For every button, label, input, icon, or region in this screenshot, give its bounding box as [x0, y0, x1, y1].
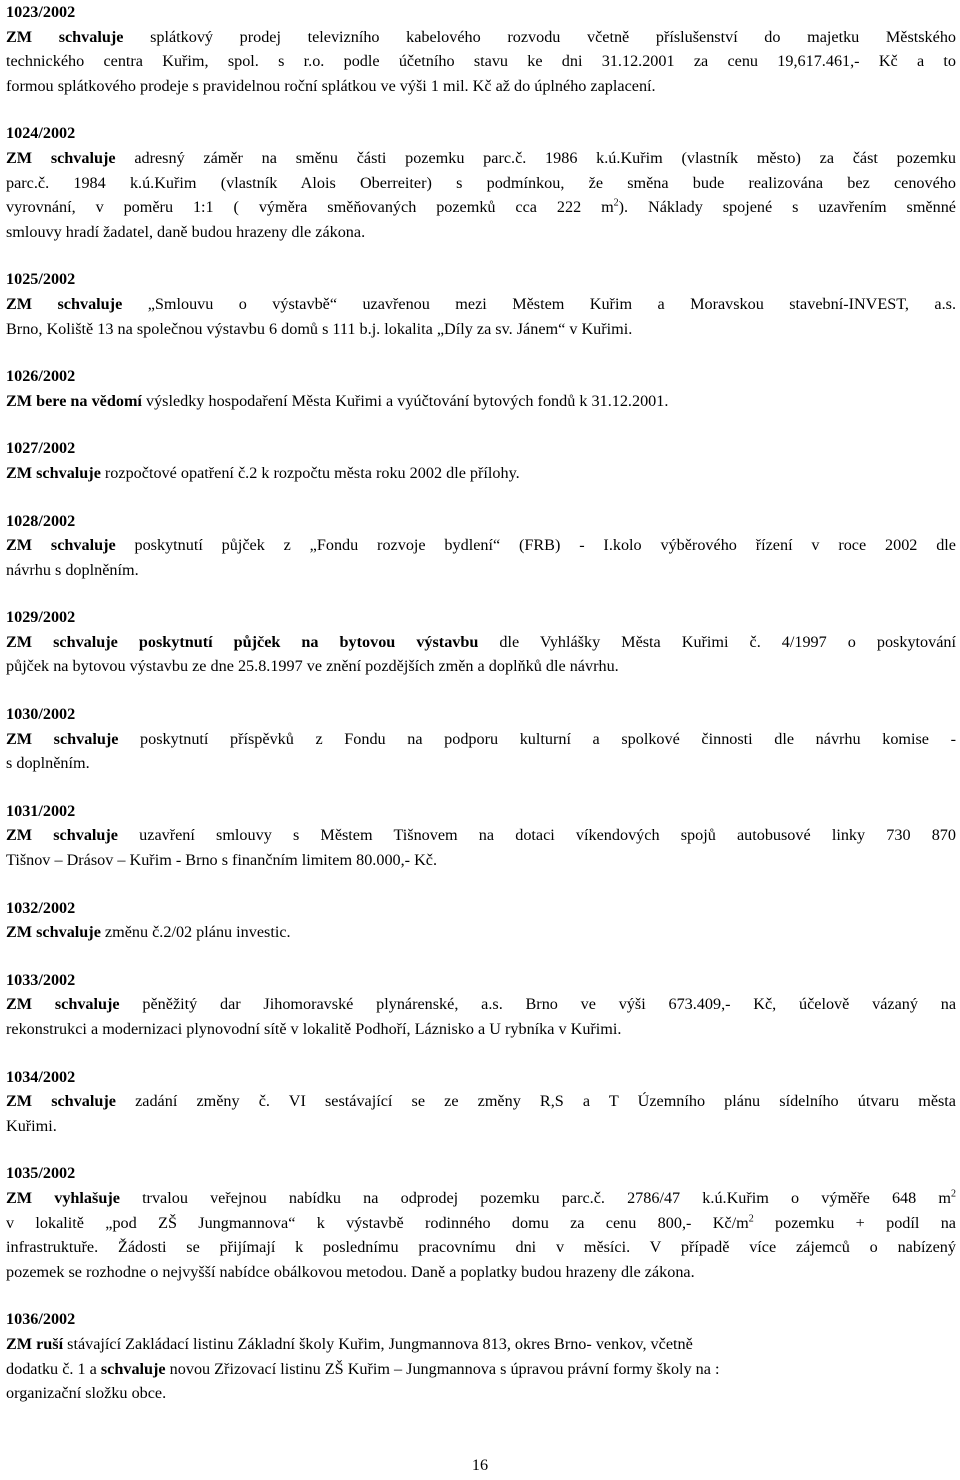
text-segment: v lokalitě „pod ZŠ Jungmannova“ k výstavbě rodinného domu za cenu 800,- Kč/m [6, 1213, 749, 1232]
resolution-1035-2002 [6, 1161, 956, 1284]
resolution-text-line [6, 920, 956, 945]
resolution-text-line [6, 292, 956, 317]
text-segment: smlouvy hradí žadatel, daně budou hrazeny dle zákona. [6, 222, 366, 241]
text-segment: parc.č. 1984 k.ú.Kuřim (vlastník Alois Oberreiter) s podmínkou, že směna bude realizována bez cenového [6, 173, 956, 192]
decision-verb: ZM vyhlašuje [6, 1188, 120, 1207]
text-segment: uzavření smlouvy s Městem Tišnovem na dotaci víkendových spojů autobusové linky 730 870 [118, 826, 956, 845]
resolution-text-line [6, 146, 956, 171]
resolution-1029-2002 [6, 605, 956, 679]
resolution-number: 1027/2002 [6, 439, 76, 458]
text-segment: zadání změny č. VI sestávající se ze změny R,S a T Územního plánu sídelního útvaru města [115, 1092, 956, 1111]
decision-verb: ZM schvaluje [6, 995, 120, 1014]
decision-verb: ZM schvaluje [6, 536, 116, 555]
text-segment: pozemek se rozhodne o nejvyšší nabídce obálkovou metodou. Daně a poplatky budou hrazeny dle zákona. [6, 1262, 695, 1281]
resolution-number: 1034/2002 [6, 1067, 76, 1086]
resolution-text-line [6, 1186, 956, 1211]
resolution-text-line [6, 654, 956, 679]
decision-verb: ZM schvaluje [6, 148, 116, 167]
resolution-text-line [6, 389, 956, 414]
text-segment: výsledky hospodaření Města Kuřimi a vyúčtování bytových fondů k 31.12.2001. [141, 391, 669, 410]
text-segment: trvalou veřejnou nabídku na odprodej pozemku parc.č. 2786/47 k.ú.Kuřim o výměře 648 m [119, 1188, 951, 1207]
decision-verb: ZM schvaluje [6, 1092, 116, 1111]
resolution-1031-2002 [6, 799, 956, 873]
superscript: 2 [748, 1213, 754, 1225]
resolution-text-line [6, 751, 956, 776]
text-segment: dle Vyhlášky Města Kuřimi č. 4/1997 o poskytování [478, 632, 957, 651]
text-segment: dodatku č. 1 a [6, 1359, 101, 1378]
resolution-text-line [6, 49, 956, 74]
text-segment: organizační složku obce. [6, 1384, 167, 1403]
resolution-1036-2002 [6, 1307, 956, 1405]
resolution-text-line [6, 533, 956, 558]
text-segment: návrhu s doplněním. [6, 560, 139, 579]
text-segment: půjček na bytovou výstavbu ze dne 25.8.1997 ve znění pozdějších změn a doplňků dle návrhu. [6, 657, 619, 676]
resolution-text-line [6, 1017, 956, 1042]
text-segment: „Smlouvu o výstavbě“ uzavřenou mezi Městem Kuřim a Moravskou stavební-INVEST, a.s. [122, 294, 956, 313]
resolution-text-line [6, 992, 956, 1017]
resolution-number: 1032/2002 [6, 898, 76, 917]
resolution-text-line [6, 630, 956, 655]
resolution-text-line [6, 727, 956, 752]
resolution-1034-2002 [6, 1065, 956, 1139]
text-segment: vyrovnání, v poměru 1:1 ( výměra směňovaných pozemků cca 222 m [6, 198, 614, 217]
resolution-number: 1024/2002 [6, 124, 76, 143]
resolution-text-line [6, 558, 956, 583]
resolution-number: 1025/2002 [6, 270, 76, 289]
text-segment: rozpočtové opatření č.2 k rozpočtu města roku 2002 dle přílohy. [100, 463, 520, 482]
resolution-text-line [6, 848, 956, 873]
resolution-text-line [6, 1235, 956, 1260]
resolution-text-line [6, 1211, 956, 1236]
resolution-number: 1033/2002 [6, 970, 76, 989]
resolution-number: 1023/2002 [6, 3, 76, 21]
resolution-text-line [6, 317, 956, 342]
text-segment: ). Náklady spojené s uzavřením směnné [618, 198, 956, 217]
resolution-text-line [6, 461, 956, 486]
decision-verb: ZM schvaluje [6, 729, 119, 748]
resolution-1032-2002 [6, 896, 956, 945]
resolution-text-line [6, 1114, 956, 1139]
resolution-1024-2002 [6, 121, 956, 244]
decision-verb: ZM schvaluje [6, 923, 101, 942]
resolution-1027-2002 [6, 436, 956, 485]
text-segment: pozemku + podíl na [753, 1213, 956, 1232]
text-segment: změnu č.2/02 plánu investic. [100, 923, 291, 942]
resolution-text-line [6, 823, 956, 848]
resolution-text-line [6, 195, 956, 220]
resolution-text-line [6, 1381, 956, 1406]
decision-verb: ZM ruší [6, 1334, 64, 1353]
resolution-text-line [6, 1332, 956, 1357]
text-segment: infrastruktuře. Žádosti se přijímají k poslednímu pracovnímu dni v měsíci. V případě více zájemců o nabízený [6, 1238, 956, 1257]
resolution-1033-2002 [6, 968, 956, 1042]
page-number: 16 [471, 1456, 489, 1474]
resolution-text-line [6, 1089, 956, 1114]
text-segment: Tišnov – Drásov – Kuřim - Brno s finančním limitem 80.000,- Kč. [6, 851, 438, 870]
text-segment: Kuřimi. [6, 1116, 57, 1135]
text-segment: Brno, Koliště 13 na společnou výstavbu 6 domů s 111 b.j. lokalita „Díly za sv. Jánem“ v Kuřimi. [6, 319, 633, 338]
resolution-1025-2002 [6, 267, 956, 341]
resolution-1028-2002 [6, 509, 956, 583]
decision-verb: ZM schvaluje [6, 27, 124, 46]
resolution-number: 1028/2002 [6, 511, 76, 530]
text-segment: stávající Zakládací listinu Základní školy Kuřim, Jungmannova 813, okres Brno- venkov, včetně [63, 1334, 693, 1353]
resolution-text-line [6, 171, 956, 196]
text-segment: pěněžitý dar Jihomoravské plynárenské, a.s. Brno ve výši 673.409,- Kč, účelově vázaný na [119, 995, 956, 1014]
decision-verb: ZM schvaluje poskytnutí půjček na bytovou výstavbu [6, 632, 479, 651]
resolution-text-line [6, 220, 956, 245]
resolution-number: 1036/2002 [6, 1310, 76, 1329]
resolution-number: 1030/2002 [6, 705, 76, 724]
resolution-number: 1026/2002 [6, 367, 76, 386]
text-segment: technického centra Kuřim, spol. s r.o. podle účetního stavu ke dni 31.12.2001 za cenu 19,617.461,- Kč a to [6, 52, 956, 71]
superscript: 2 [613, 197, 619, 209]
decision-verb: ZM schvaluje [6, 463, 101, 482]
resolution-text-line [6, 25, 956, 50]
document-body [6, 0, 956, 1406]
resolution-number: 1029/2002 [6, 608, 76, 627]
decision-verb: ZM bere na vědomí [6, 391, 142, 410]
text-segment: splátkový prodej televizního kabelového rozvodu včetně příslušenství do majetku Městského [123, 27, 957, 46]
decision-verb: schvaluje [100, 1359, 166, 1378]
text-segment: poskytnutí příspěvků z Fondu na podporu kulturní a spolkové činnosti dle návrhu komise - [118, 729, 956, 748]
resolution-number: 1031/2002 [6, 801, 76, 820]
resolution-number: 1035/2002 [6, 1164, 76, 1183]
resolution-1026-2002 [6, 364, 956, 413]
decision-verb: ZM schvaluje [6, 826, 118, 845]
text-segment: formou splátkového prodeje s pravidelnou roční splátkou ve výši 1 mil. Kč až do úplného zaplacení. [6, 76, 656, 95]
resolution-text-line [6, 1260, 956, 1285]
text-segment: novou Zřizovací listinu ZŠ Kuřim – Jungmannova s úpravou právní formy školy na : [165, 1359, 720, 1378]
resolution-1030-2002 [6, 702, 956, 776]
superscript: 2 [950, 1188, 956, 1200]
text-segment: s doplněním. [6, 754, 90, 773]
decision-verb: ZM schvaluje [6, 294, 123, 313]
text-segment: adresný záměr na směnu části pozemku parc.č. 1986 k.ú.Kuřim (vlastník město) za část pozemku [115, 148, 956, 167]
text-segment: rekonstrukci a modernizaci plynovodní sítě v lokalitě Podhoří, Láznisko a U rybníka v Kuřimi. [6, 1020, 622, 1038]
resolution-text-line [6, 1357, 956, 1382]
resolution-text-line [6, 74, 956, 99]
text-segment: poskytnutí půjček z „Fondu rozvoje bydlení“ (FRB) - I.kolo výběrového řízení v roce 2002 dle [115, 536, 956, 555]
resolution-1023-2002 [6, 0, 956, 98]
